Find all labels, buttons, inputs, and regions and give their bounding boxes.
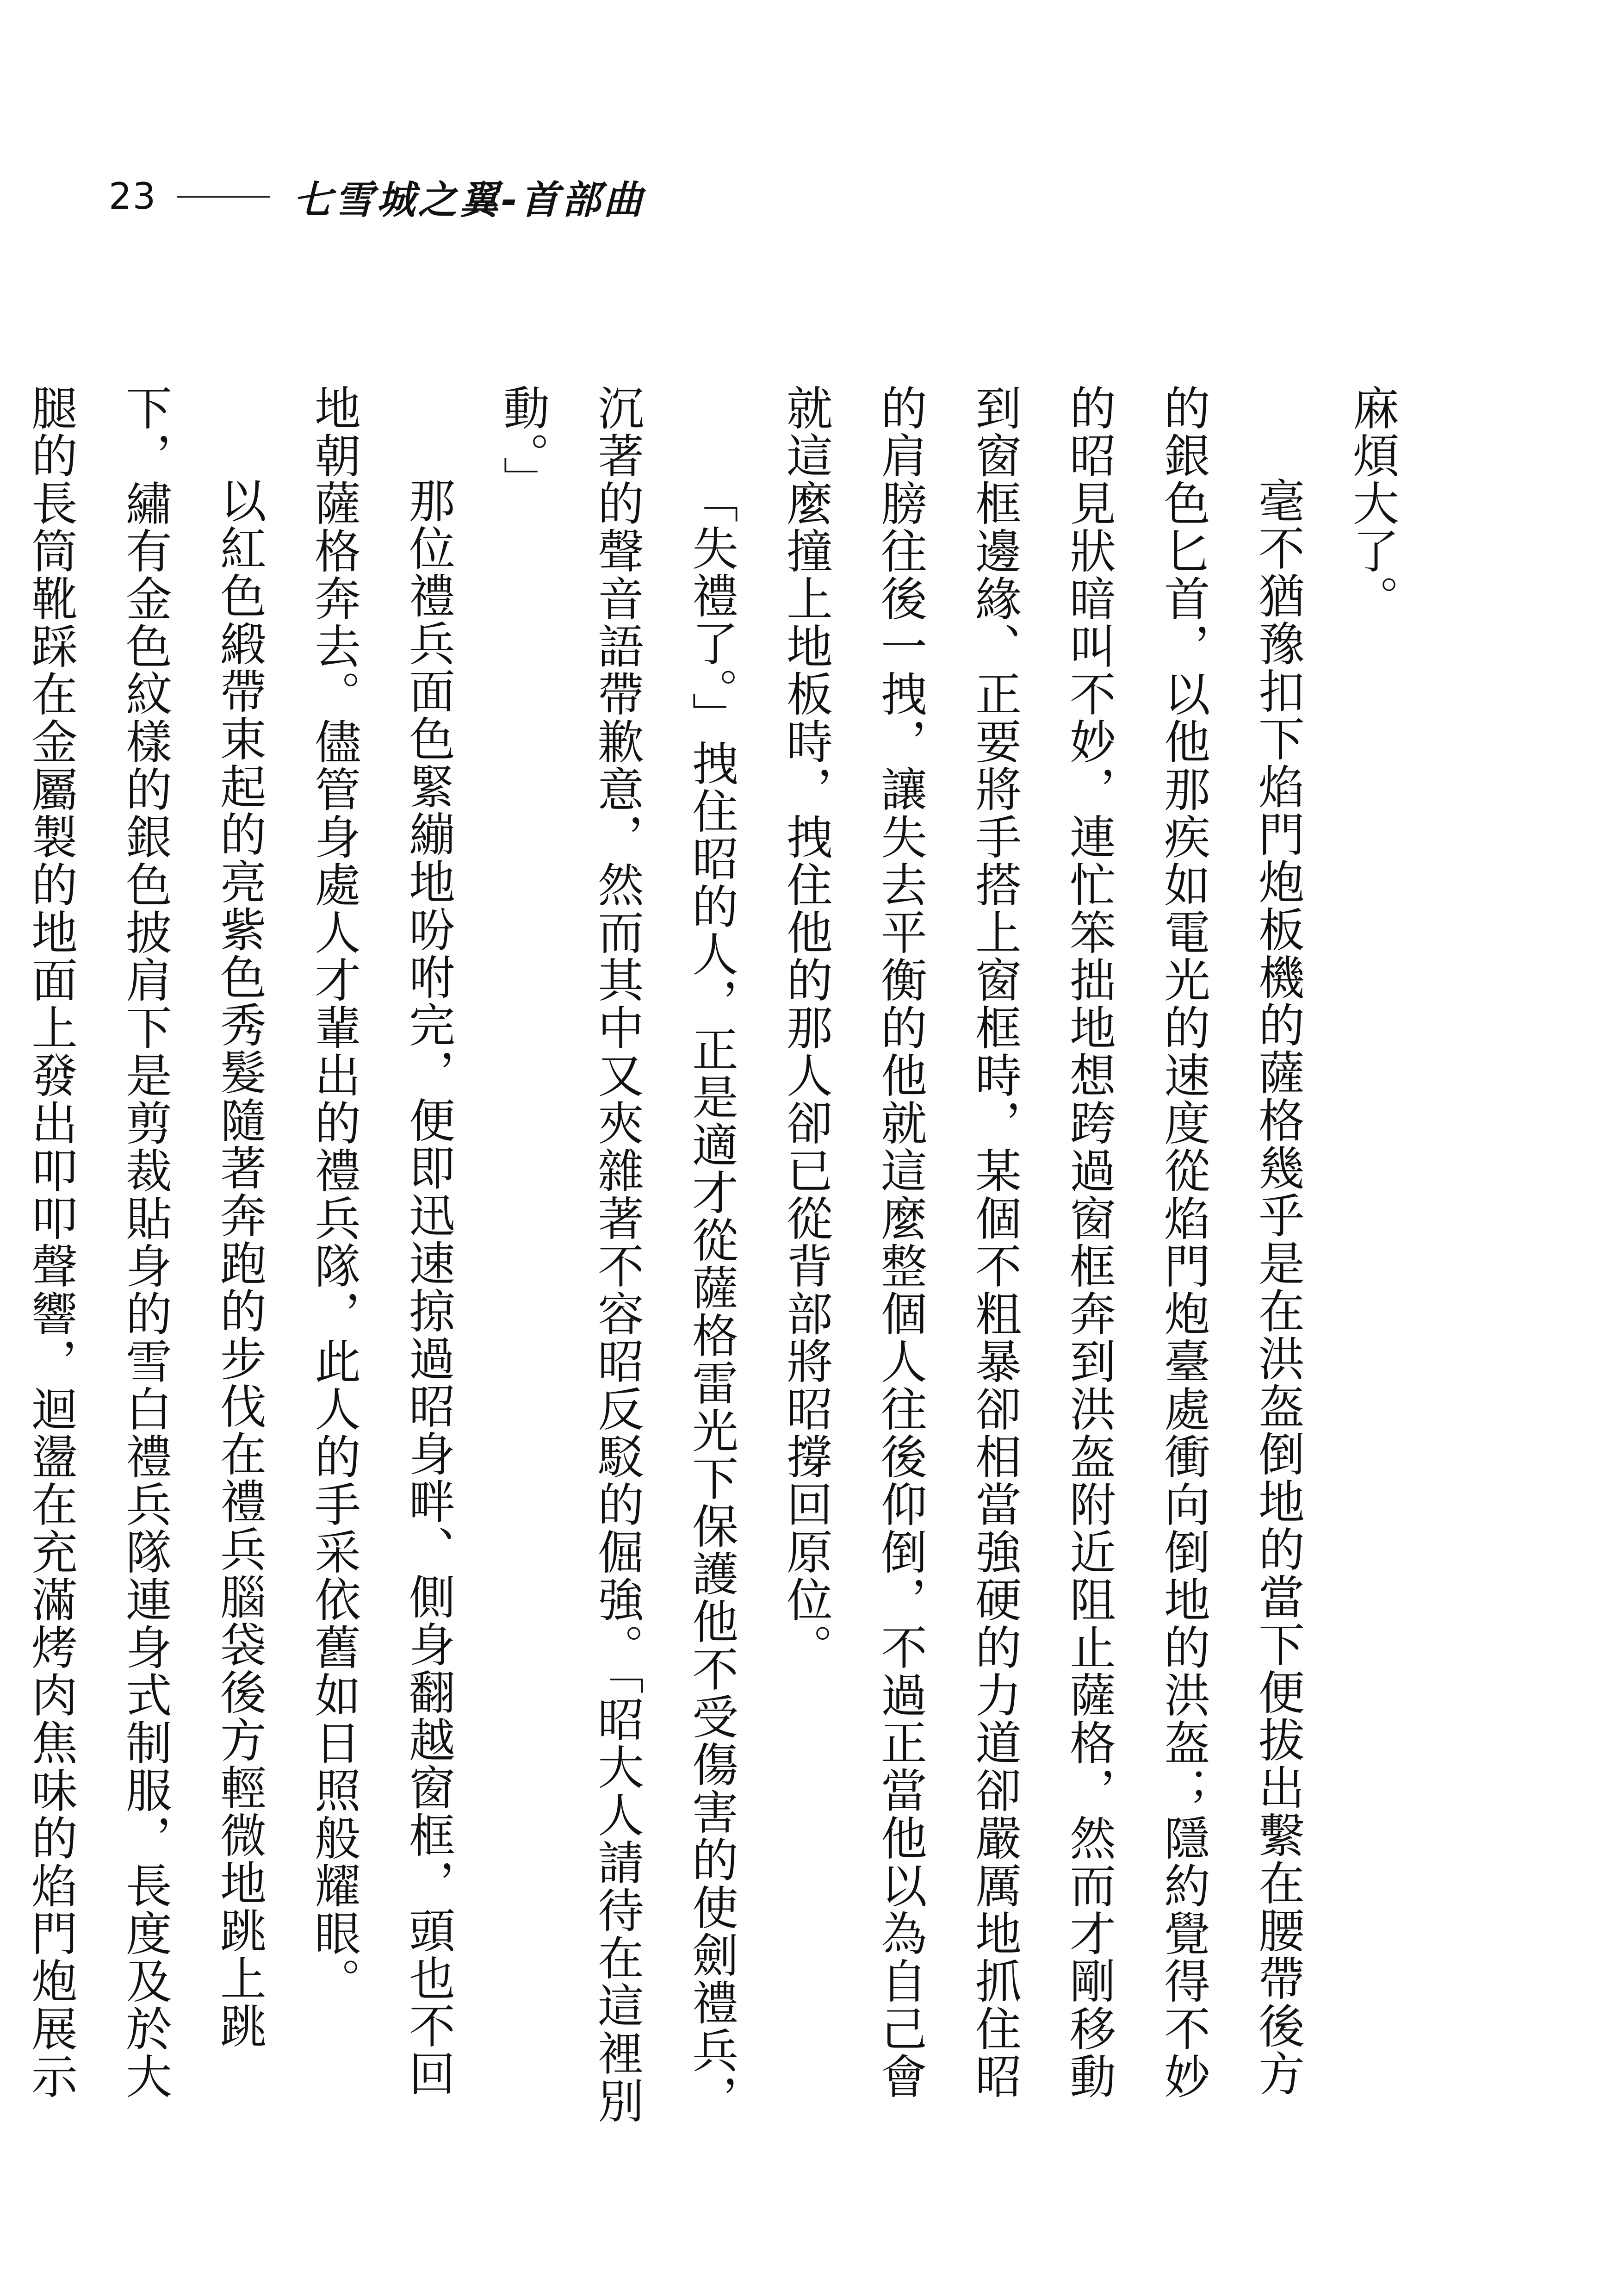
paragraph: 那位禮兵面色緊繃地吩咐完，便即迅速掠過昭身畔、側身翻越窗框，頭也不回地朝薩格奔去。儘管身處人才輩出的禮兵隊，此人的手采依舊如日照般耀眼。 [307,384,455,2097]
paragraph: 麻煩大了。 [1345,384,1399,622]
paragraph: 「失禮了。」拽住昭的人，正是適才從薩格雷光下保護他不受傷害的使劍禮兵，沉著的聲音語帶歉意，然而其中又夾雜著不容昭反駁的倔強。「昭大人請待在這裡別動。」 [496,384,738,2125]
vertical-body-text [0,384,1419,2134]
page-number: 23 [109,176,157,218]
running-header [109,167,645,227]
header-divider [177,196,270,198]
book-title: 七雪城之翼-首部曲 [293,177,645,223]
paragraph: 以紅色緞帶束起的亮紫色秀髮隨著奔跑的步伐在禮兵腦袋後方輕微地跳上跳下，繡有金色紋樣的銀色披肩下是剪裁貼身的雪白禮兵隊連身式制服，長度及於大腿的長筒靴踩在金屬製的地面上發出叩叩聲響，迴盪在充滿烤肉焦味的焰門炮展示 [24,384,267,2100]
paragraph: 毫不猶豫扣下焰門炮板機的薩格幾乎是在洪盔倒地的當下便拔出繫在腰帶後方的銀色匕首，以他那疾如電光的速度從焰門炮臺處衝向倒地的洪盔；隱約覺得不妙的昭見狀暗叫不妙，連忙笨拙地想跨過窗框奔到洪盔附近阻止薩格，然而才剛移動到窗框邊緣、正要將手搭上窗框時，某個不粗暴卻相當強硬的力道卻嚴厲地抓住昭的肩膀往後一拽，讓失去平衡的他就這麼整個人往後仰倒，不過正當他以為自己會就這麼撞上地板時，拽住他的那人卻已從背部將昭撐回原位。 [779,384,1305,2100]
